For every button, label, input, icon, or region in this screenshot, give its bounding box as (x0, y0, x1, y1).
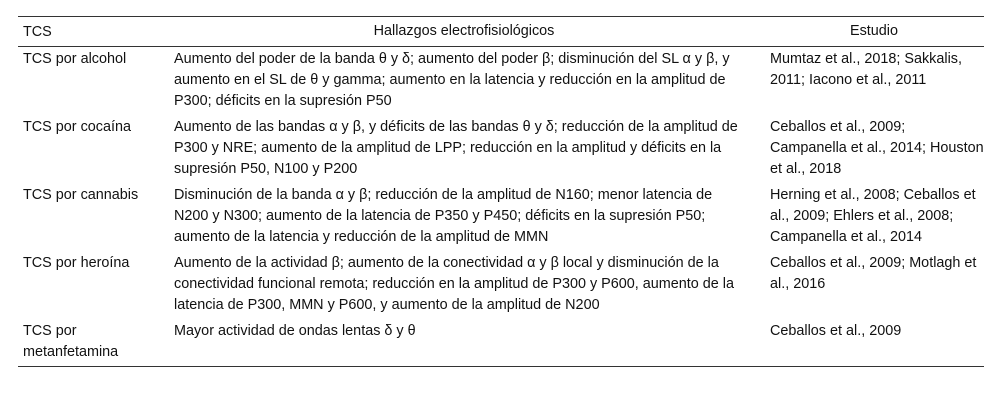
cell-estudio: Ceballos et al., 2009; Campanella et al., 2014; Houston et al., 2018 (770, 119, 984, 177)
table-row (18, 183, 984, 251)
cell-hallazgos: Aumento de las bandas α y β, y déficits de las bandas θ y δ; reducción de la amplitud de P300 y NRE; aumento de la amplitud de LPP; reducción en la amplitud y déficits en la supresión P50, N100 y P200 (174, 119, 738, 177)
cell-estudio: Ceballos et al., 2009 (770, 323, 902, 339)
cell-tcs: TCS por alcohol (23, 51, 127, 67)
findings-table (18, 16, 984, 367)
table-row (18, 47, 984, 115)
cell-tcs: TCS por cannabis (23, 187, 139, 203)
cell-hallazgos: Disminución de la banda α y β; reducción de la amplitud de N160; menor latencia de N200 y N300; aumento de la latencia de P350 y P450; déficits en la supresión P50; aumento de la latencia y reducción de la amplitud de MMN (174, 187, 713, 245)
header-hallazgos: Hallazgos electrofisiológicos (373, 23, 555, 39)
cell-tcs: TCS por cocaína (23, 119, 131, 135)
header-tcs: TCS (23, 23, 52, 40)
cell-tcs: TCS por heroína (23, 255, 130, 271)
cell-estudio: Herning et al., 2008; Ceballos et al., 2009; Ehlers et al., 2008; Campanella et al., 2014 (770, 187, 976, 245)
cell-estudio: Mumtaz et al., 2018; Sakkalis, 2011; Iacono et al., 2011 (770, 51, 962, 88)
table-row (18, 115, 984, 183)
cell-tcs: TCS por metanfetamina (23, 323, 119, 360)
table-header-row (18, 17, 984, 47)
cell-hallazgos: Aumento del poder de la banda θ y δ; aumento del poder β; disminución del SL α y β, y aumento en el SL de θ y gamma; aumento en la latencia y reducción en la amplitud de P300; déficits en la supresión P50 (174, 51, 730, 109)
cell-estudio: Ceballos et al., 2009; Motlagh et al., 2016 (770, 255, 977, 292)
table-row (18, 251, 984, 319)
cell-hallazgos: Aumento de la actividad β; aumento de la conectividad α y β local y disminución de la conectividad funcional remota; reducción en la amplitud de P300 y P600, aumento de la latencia de P300, MMN y P600, y aumento de la amplitud de N200 (174, 255, 734, 313)
header-estudio: Estudio (850, 23, 898, 39)
cell-hallazgos: Mayor actividad de ondas lentas δ y θ (174, 323, 416, 339)
table-row (18, 319, 984, 366)
